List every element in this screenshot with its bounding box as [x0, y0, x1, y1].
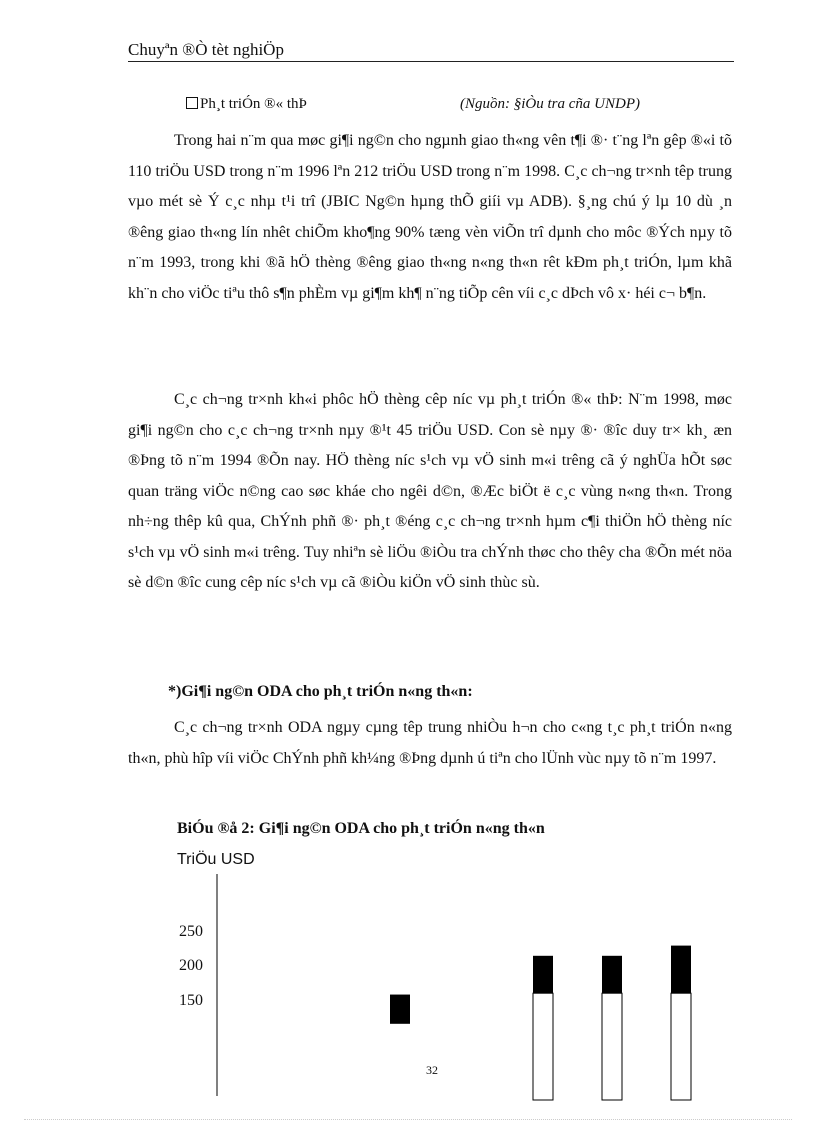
section-heading: *)Gi¶i ng©n ODA cho ph¸t triÓn n«ng th«n: [168, 683, 473, 700]
bar-top-2 [533, 956, 553, 993]
bar-top-4 [671, 946, 691, 994]
bar-floating-0 [390, 995, 410, 1024]
chart-title: BiÓu ®å 2: Gi¶i ng©n ODA cho ph¸t triÓn n«ng th«n [177, 820, 545, 837]
page-bottom-edge [24, 1119, 792, 1120]
chart-ylabel: TriÖu USD [177, 851, 255, 868]
bar-bottom-3 [602, 993, 622, 1100]
bar-bottom-2 [533, 993, 553, 1100]
paragraph-1-text: Trong hai n¨m qua møc gi¶i ng©n cho ngµnh giao th«ng vên t¶i ®· t¨ng lªn gêp ®«i tõ 110 triÖu USD trong n¨m 1996 lªn 212 triÖu USD trong n¨m 1998. C¸c ch¬ng tr×nh têp trung vµo mét sè Ý c¸c nhµ t¹i trî (JBIC Ng©n hµng thÕ giíi vµ ADB). §¸ng chú ý lµ 10 dù ¸n ®êng giao th«ng lín nhêt chiÕm kho¶ng 90% tæng vèn viÕn trî dµnh cho môc ®Ých nµy tõ n¨m 1993, trong khi ®ã hÖ thèng ®êng giao th«ng n«ng th«n rêt kÐm ph¸t triÓn, lµm khã kh¨n cho viÖc tiªu thô s¶n phÈm vµ gi¶m kh¶ n¨ng tiÕp cên víi c¸c dÞch vô x· héi c¬ b¶n. [128, 132, 732, 302]
legend-label: Ph¸t triÓn ®« thÞ [200, 96, 307, 112]
paragraph-3-text: C¸c ch¬ng tr×nh ODA ngµy cµng têp trung nhiÒu h¬n cho c«ng t¸c ph¸t triÓn n«ng th«n, phù hîp víi viÖc ChÝnh phñ kh¼ng ®Þng dµnh ú tiªn cho lÜnh vùc nµy tõ n¨m 1997. [128, 719, 732, 767]
page-header-title: Chuyªn ®Ò tèt nghiÖp [128, 40, 284, 59]
ytick-150: 150 [179, 992, 203, 1009]
paragraph-2-text: C¸c ch¬ng tr×nh kh«i phôc hÖ thèng cêp níc vµ ph¸t triÓn ®« thÞ: N¨m 1998, møc gi¶i ng©n cho c¸c ch¬ng tr×nh nµy ®¹t 45 triÖu USD. Con sè nµy ®· ®îc duy tr× kh¸ æn ®Þng tõ n¨m 1994 ®Õn nay. HÖ thèng níc s¹ch vµ vÖ sinh m«i trêng cã ý nghÜa hÕt søc quan träng viÖc n©ng cao søc kháe cho ngêi d©n, ®Æc biÖt ë c¸c vùng n«ng th«n. Trong nh÷ng thêp kû qua, ChÝnh phñ ®· ph¸t ®éng c¸c ch¬ng tr×nh hµm c¶i thiÖn hÖ thèng níc s¹ch vµ vÖ sinh m«i trêng. Tuy nhiªn sè liÖu ®iÒu tra chÝnh thøc cho thêy cha ®Õn mét nöa sè d©n ®îc cung cêp níc s¹ch vµ cã ®iÒu kiÖn vÖ sinh thùc sù. [128, 391, 732, 591]
bar-bottom-4 [671, 993, 691, 1100]
bar-top-3 [602, 956, 622, 993]
page-number: 32 [426, 1063, 438, 1077]
ytick-200: 200 [179, 957, 203, 974]
ytick-250: 250 [179, 923, 203, 940]
source-note: (Nguồn: §iÒu tra cña UNDP) [460, 96, 640, 112]
